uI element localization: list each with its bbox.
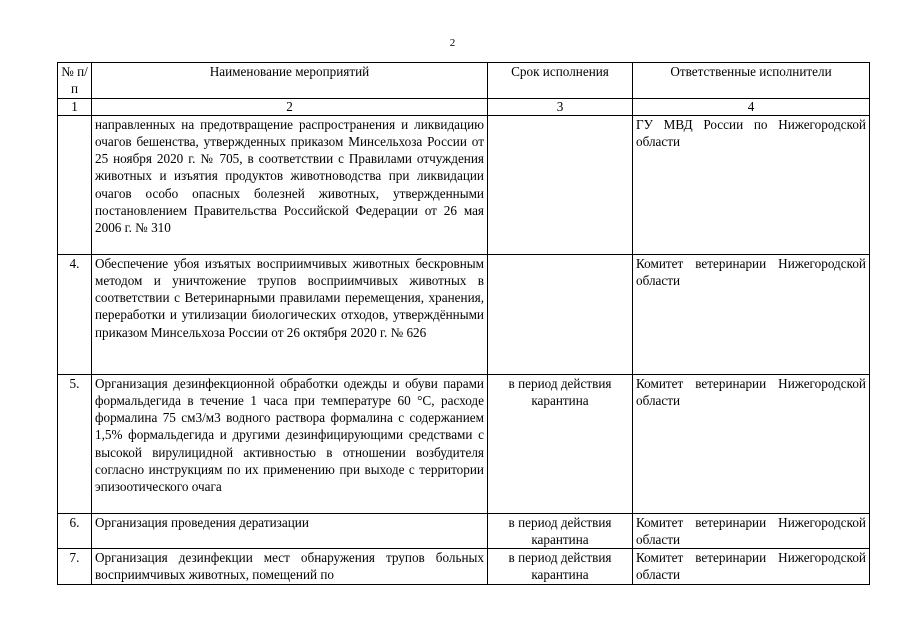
table-header-row xyxy=(58,63,870,99)
table-row xyxy=(58,374,870,513)
header-name: Наименование мероприятий xyxy=(92,63,488,99)
execution-term xyxy=(488,254,633,374)
measure-name: Обеспечение убоя изъятых восприимчивых животных бескровным методом и уничтожение трупов восприимчивых животных в соответствии с Ветеринарными правилами перемещения, хранения, переработки и утилизации биологических отходов, утверждёнными приказом Минсельхоза России от 26 октября 2020 г. № 626 xyxy=(92,254,488,374)
header-term: Срок исполнения xyxy=(488,63,633,99)
measure-name: Организация дезинфекционной обработки одежды и обуви парами формальдегида в течение 1 часа при температуре 60 °С, расходе формалина 75 см3/м3 водного раствора формалина с содержанием 1,5% формальдегида и другими дезинфицирующими средствами с высокой вирулицидной активностью в отношении возбудителя согласно инструкциям по их применению при выходе с территории эпизоотического очага xyxy=(92,374,488,513)
measures-table xyxy=(57,62,870,585)
header-responsible: Ответственные исполнители xyxy=(633,63,870,99)
measure-name: Организация дезинфекции мест обнаружения трупов больных восприимчивых животных, помещений по xyxy=(92,549,488,585)
column-number: 3 xyxy=(488,98,633,115)
column-number: 1 xyxy=(58,98,92,115)
table-row xyxy=(58,254,870,374)
header-num: № п/п xyxy=(58,63,92,99)
row-number: 6. xyxy=(58,513,92,549)
measure-name: Организация проведения дератизации xyxy=(92,513,488,549)
row-number xyxy=(58,115,92,254)
responsible-executor: ГУ МВД России по Нижегородской области xyxy=(633,115,870,254)
execution-term xyxy=(488,115,633,254)
page-number: 2 xyxy=(449,37,456,49)
table-row xyxy=(58,549,870,585)
execution-term: в период действия карантина xyxy=(488,374,633,513)
responsible-executor: Комитет ветеринарии Нижегородской области xyxy=(633,374,870,513)
responsible-executor: Комитет ветеринарии Нижегородской области xyxy=(633,549,870,585)
column-number: 2 xyxy=(92,98,488,115)
responsible-executor: Комитет ветеринарии Нижегородской области xyxy=(633,513,870,549)
row-number: 5. xyxy=(58,374,92,513)
table-row xyxy=(58,513,870,549)
column-number-row xyxy=(58,98,870,115)
row-number: 7. xyxy=(58,549,92,585)
responsible-executor: Комитет ветеринарии Нижегородской области xyxy=(633,254,870,374)
execution-term: в период действия карантина xyxy=(488,513,633,549)
column-number: 4 xyxy=(633,98,870,115)
row-number: 4. xyxy=(58,254,92,374)
execution-term: в период действия карантина xyxy=(488,549,633,585)
table-row xyxy=(58,115,870,254)
measure-name: направленных на предотвращение распространения и ликвидацию очагов бешенства, утвержденных приказом Минсельхоза России от 25 ноября 2020 г. № 705, в соответствии с Правилами отчуждения животных и изъятия продуктов животноводства при ликвидации очагов особо опасных болезней животных, утвержденными постановлением Правительства Российской Федерации от 26 мая 2006 г. № 310 xyxy=(92,115,488,254)
